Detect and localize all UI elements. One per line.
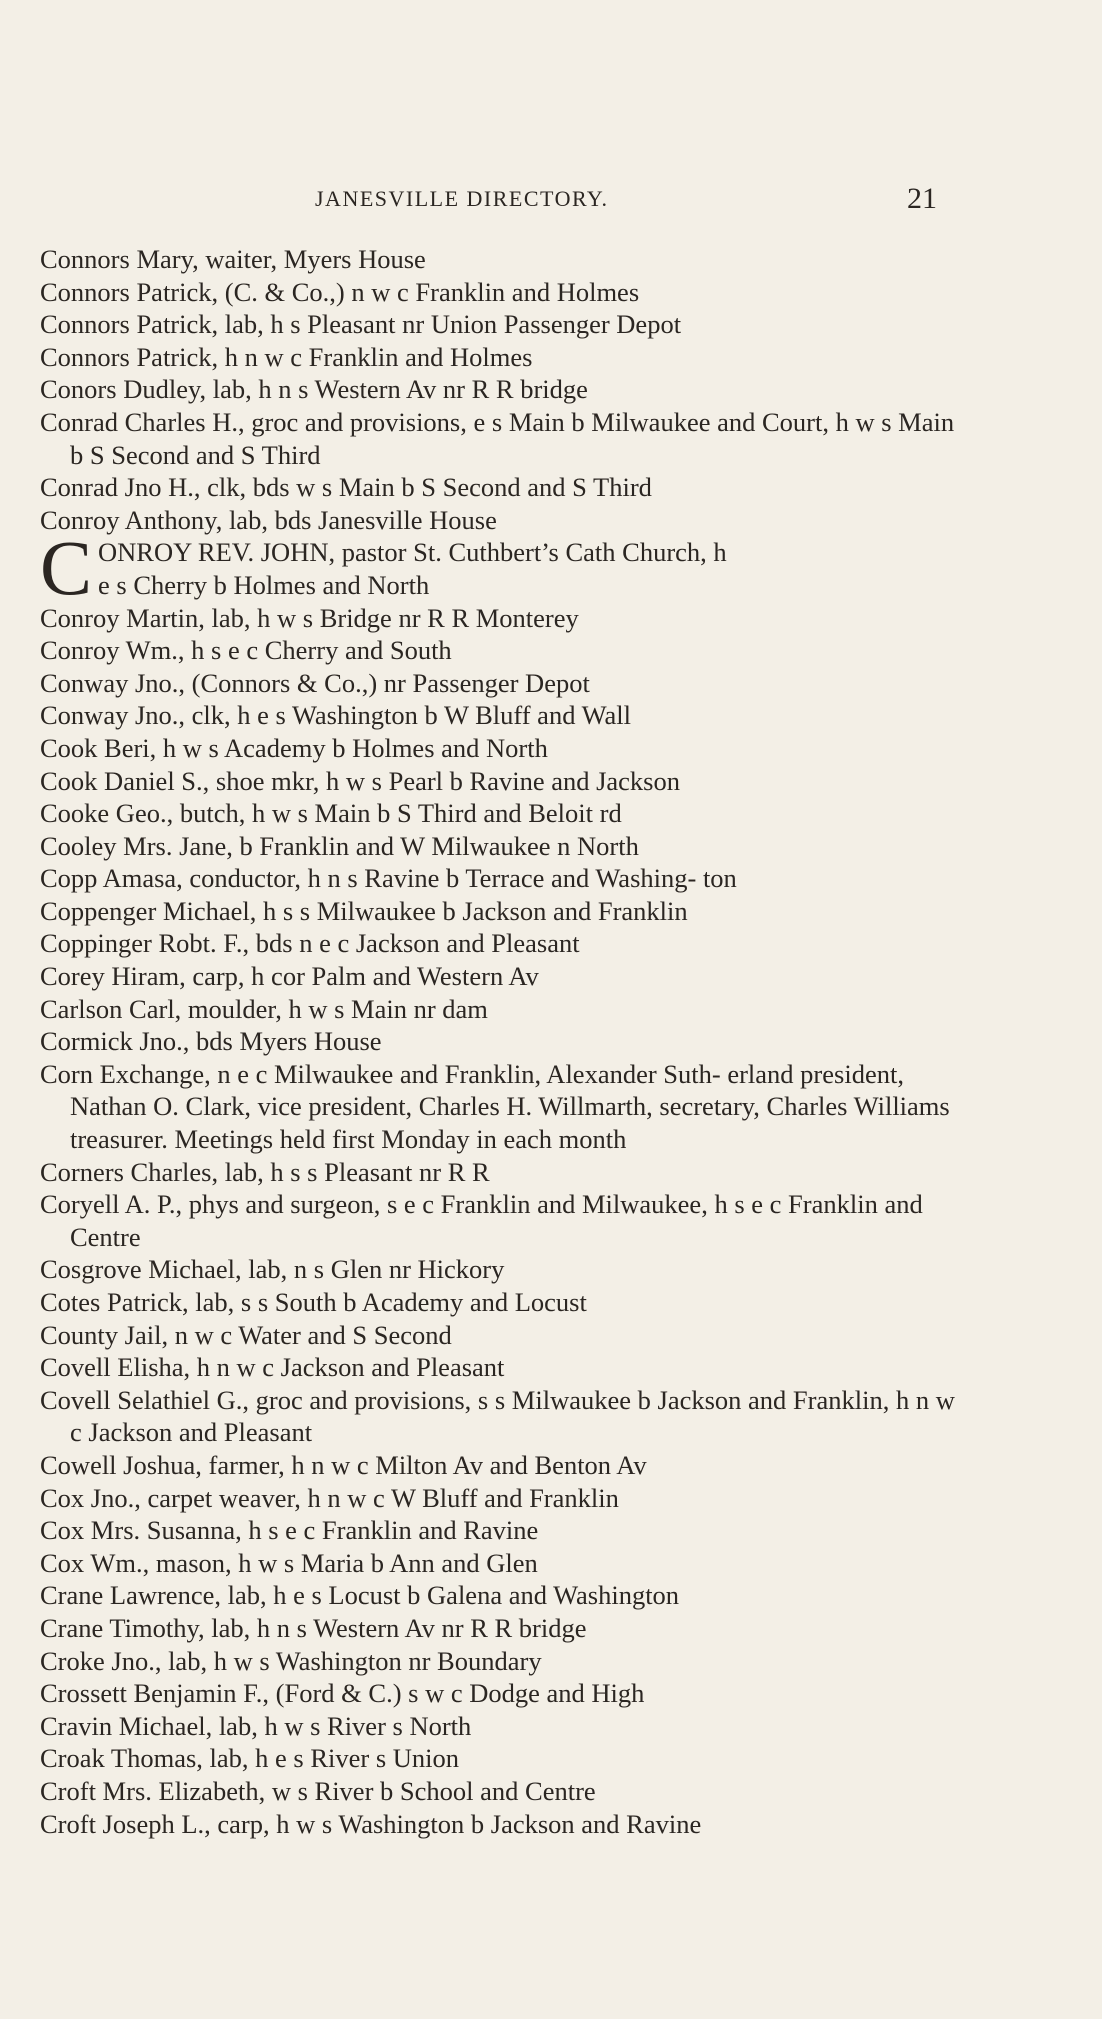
- entry-27: County Jail, n w c Water and S Second: [40, 1319, 452, 1350]
- drop-cap: C: [40, 524, 93, 612]
- entry-32: Cox Mrs. Susanna, h s e c Franklin and Ravine: [40, 1515, 539, 1546]
- entry-4: Conors Dudley, lab, h n s Western Av nr R R bridge: [40, 374, 588, 405]
- entry-15: Cooley Mrs. Jane, b Franklin and W Milwaukee n North: [40, 830, 639, 861]
- entry-31: Cox Jno., carpet weaver, h n w c W Bluff and Franklin: [40, 1482, 619, 1513]
- entry-6: Conrad Jno H., clk, bds w s Main b S Second and S Third: [40, 472, 652, 503]
- entry-29: Covell Selathiel G., groc and provisions, s s Milwaukee b Jackson and Franklin, h n w c Jackson and Pleasant: [40, 1384, 955, 1448]
- featured-entry: [40, 524, 960, 612]
- entry-40: Croft Mrs. Elizabeth, w s River b School and Centre: [40, 1775, 596, 1806]
- entry-25: Cosgrove Michael, lab, n s Glen nr Hickory: [40, 1254, 505, 1285]
- entry-33: Cox Wm., mason, h w s Maria b Ann and Glen: [40, 1547, 538, 1578]
- entry-38: Cravin Michael, lab, h w s River s North: [40, 1710, 472, 1741]
- entry-14: Cooke Geo., butch, h w s Main b S Third and Beloit rd: [40, 798, 622, 829]
- entry-34: Crane Lawrence, lab, h e s Locust b Galena and Washington: [40, 1580, 680, 1611]
- entry-13: Cook Daniel S., shoe mkr, h w s Pearl b Ravine and Jackson: [40, 765, 680, 796]
- entry-30: Cowell Joshua, farmer, h n w c Milton Av and Benton Av: [40, 1449, 647, 1480]
- entry-8: Conroy Martin, lab, h w s Bridge nr R R Monterey: [40, 602, 579, 633]
- entry-9: Conroy Wm., h s e c Cherry and South: [40, 635, 452, 666]
- entry-37: Crossett Benjamin F., (Ford & C.) s w c Dodge and High: [40, 1678, 645, 1709]
- running-head: JANESVILLE DIRECTORY.: [315, 186, 609, 211]
- entry-21: Cormick Jno., bds Myers House: [40, 1026, 382, 1057]
- entry-41: Croft Joseph L., carp, h w s Washington b Jackson and Ravine: [40, 1808, 702, 1839]
- entry-10: Conway Jno., (Connors & Co.,) nr Passenger Depot: [40, 667, 590, 698]
- directory-entries: [40, 243, 960, 1840]
- entry-28: Covell Elisha, h n w c Jackson and Pleasant: [40, 1352, 505, 1383]
- page-header: [40, 182, 960, 220]
- entry-16: Copp Amasa, conductor, h n s Ravine b Terrace and Washing- ton: [40, 863, 737, 894]
- entry-17: Coppenger Michael, h s s Milwaukee b Jackson and Franklin: [40, 895, 688, 926]
- entry-11: Conway Jno., clk, h e s Washington b W Bluff and Wall: [40, 700, 631, 731]
- entry-7: Conroy Anthony, lab, bds Janesville House: [40, 504, 497, 535]
- entry-0: Connors Mary, waiter, Myers House: [40, 244, 426, 274]
- entry-1: Connors Patrick, (C. & Co.,) n w c Franklin and Holmes: [40, 276, 640, 307]
- entry-35: Crane Timothy, lab, h n s Western Av nr R R bridge: [40, 1612, 587, 1643]
- entry-20: Carlson Carl, moulder, h w s Main nr dam: [40, 993, 488, 1024]
- entry-39: Croak Thomas, lab, h e s River s Union: [40, 1743, 460, 1774]
- entry-24: Coryell A. P., phys and surgeon, s e c Franklin and Milwaukee, h s e c Franklin and Centre: [40, 1189, 923, 1252]
- entry-2: Connors Patrick, lab, h s Pleasant nr Union Passenger Depot: [40, 309, 682, 340]
- entry-12: Cook Beri, h w s Academy b Holmes and North: [40, 732, 548, 763]
- entry-5: Conrad Charles H., groc and provisions, e s Main b Milwaukee and Court, h w s Main b S Second and S Third: [40, 406, 955, 470]
- page-number: 21: [907, 182, 937, 215]
- entry-36: Croke Jno., lab, h w s Washington nr Boundary: [40, 1645, 542, 1676]
- featured-line-1: ONROY REV. JOHN, pastor St. Cuthbert’s Cath Church, h: [98, 537, 727, 568]
- featured-line-2: e s Cherry b Holmes and North: [98, 569, 430, 600]
- entry-18: Coppinger Robt. F., bds n e c Jackson and Pleasant: [40, 928, 580, 959]
- entry-22: Corn Exchange, n e c Milwaukee and Franklin, Alexander Suth- erland president, Nathan O. Clark, vice president, Charles H. Willmarth, secretary, Charles Williams treasurer. Meetings held first Monday in each month: [40, 1058, 950, 1155]
- entry-19: Corey Hiram, carp, h cor Palm and Western Av: [40, 961, 539, 992]
- entry-3: Connors Patrick, h n w c Franklin and Holmes: [40, 341, 533, 372]
- entry-23: Corners Charles, lab, h s s Pleasant nr R R: [40, 1156, 490, 1187]
- entry-26: Cotes Patrick, lab, s s South b Academy and Locust: [40, 1287, 587, 1317]
